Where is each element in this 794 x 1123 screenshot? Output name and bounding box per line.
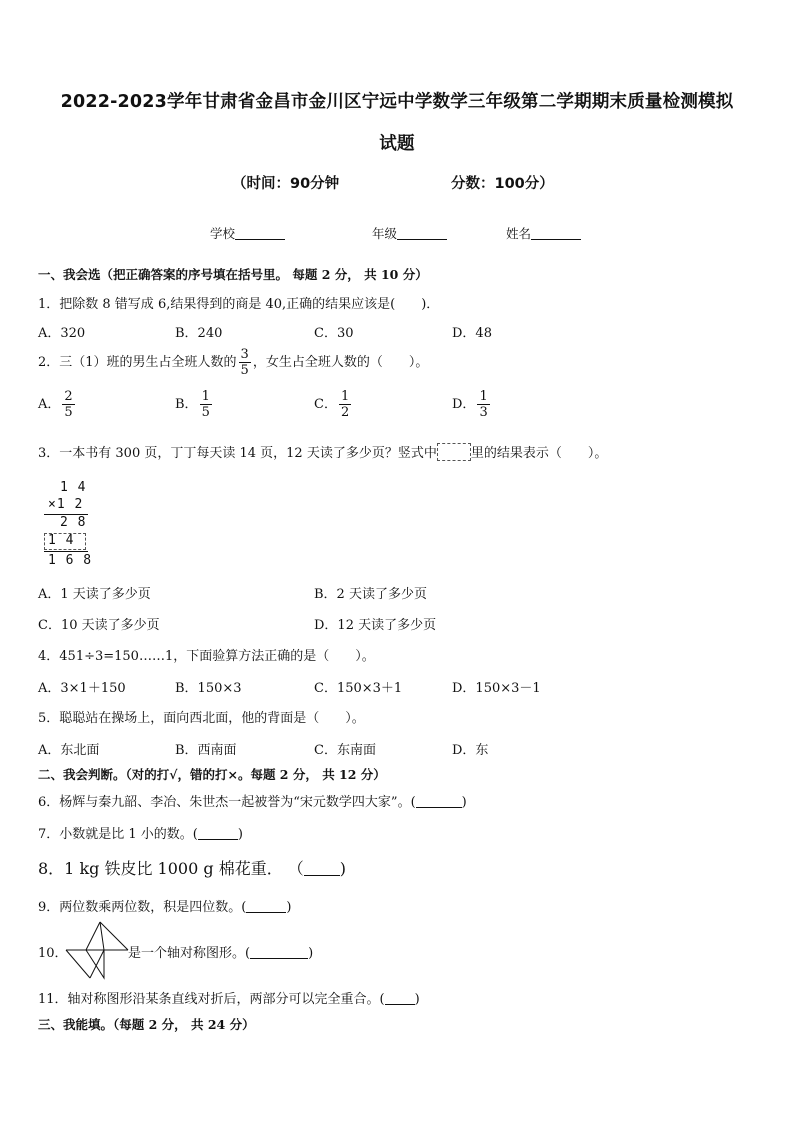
calc-divider xyxy=(44,551,88,552)
star-figure-icon xyxy=(64,920,130,982)
question-9: 9．两位数乘两位数，积是四位数。( ) xyxy=(38,900,292,915)
answer-blank[interactable] xyxy=(304,863,340,876)
calc-line-3: 2 8 xyxy=(60,515,87,530)
q2-option-c[interactable]: C． $\frac{1}{2}$ xyxy=(314,389,350,420)
q2-option-a[interactable]: A． $\frac{2}{5}$ xyxy=(38,389,73,420)
q4-option-a[interactable]: A．3×1＋150 xyxy=(38,681,126,696)
page-title-cont: 试题 xyxy=(379,134,415,154)
question-1: 1．把除数 8 错写成 6,结果得到的商是 40,正确的结果应该是( )． xyxy=(38,297,440,312)
name-field[interactable] xyxy=(506,224,581,242)
grade-field[interactable] xyxy=(372,224,447,242)
question-5: 5．聪聪站在操场上，面向西北面，他的背面是（ ）。 xyxy=(38,711,365,726)
q1-option-b[interactable]: B．240 xyxy=(175,326,223,341)
q5-option-b[interactable]: B．西南面 xyxy=(175,743,237,758)
score-label: 分数：100分） xyxy=(451,176,554,192)
dashed-box-icon xyxy=(437,443,471,461)
question-3: 3．一本书有 300 页，丁丁每天读 14 页，12 天读了多少页？竖式中 里的结果表示（ ）。 xyxy=(38,442,607,461)
answer-blank[interactable] xyxy=(385,992,415,1005)
answer-blank[interactable] xyxy=(198,827,238,840)
question-2: 2．三（1）班的男生占全班人数的 $\frac{3}{5}$ ，女生占全班人数的（ ）。 xyxy=(38,347,429,378)
q3-option-b[interactable]: B．2 天读了多少页 xyxy=(314,587,427,602)
question-11: 11．轴对称图形沿某条直线对折后，两部分可以完全重合。( ) xyxy=(38,992,420,1007)
school-field[interactable] xyxy=(210,224,285,242)
q5-option-a[interactable]: A．东北面 xyxy=(38,743,100,758)
answer-blank[interactable] xyxy=(250,946,308,959)
q3-option-c[interactable]: C．10 天读了多少页 xyxy=(38,618,160,633)
answer-blank[interactable] xyxy=(416,795,462,808)
section3-heading: 三、我能填。（每题 2 分， 共 24 分） xyxy=(38,1017,255,1032)
q1-option-a[interactable]: A．320 xyxy=(38,326,86,341)
q3-option-a[interactable]: A．1 天读了多少页 xyxy=(38,587,151,602)
school-label: 学校 xyxy=(210,226,236,241)
q4-option-d[interactable]: D．150×3－1 xyxy=(452,681,541,696)
question-7: 7．小数就是比 1 小的数。( ) xyxy=(38,827,243,842)
question-10: 是一个轴对称图形。( ) xyxy=(128,946,314,961)
page-title: 2022-2023学年甘肃省金昌市金川区宁远中学数学三年级第二学期期末质量检测模拟 xyxy=(60,92,734,112)
calc-line-5: 1 6 8 xyxy=(48,553,93,568)
answer-blank[interactable] xyxy=(246,900,286,913)
question-10-number: 10． xyxy=(38,946,68,961)
fraction: $\frac{3}{5}$ xyxy=(240,347,249,378)
q2-option-b[interactable]: B． $\frac{1}{5}$ xyxy=(175,389,210,420)
q1-option-c[interactable]: C．30 xyxy=(314,326,354,341)
grade-label: 年级 xyxy=(372,226,398,241)
time-label: （时间：90分钟 xyxy=(232,176,340,192)
q1-option-d[interactable]: D．48 xyxy=(452,326,492,341)
q5-option-c[interactable]: C．东南面 xyxy=(314,743,376,758)
calc-line-2: ×1 2 xyxy=(48,497,84,512)
question-8: 8．1 kg 铁皮比 1000 g 棉花重． （ ) xyxy=(38,859,347,878)
q4-option-c[interactable]: C．150×3＋1 xyxy=(314,681,403,696)
q4-option-b[interactable]: B．150×3 xyxy=(175,681,242,696)
q5-option-d[interactable]: D．东 xyxy=(452,743,489,758)
q2-option-d[interactable]: D． $\frac{1}{3}$ xyxy=(452,389,488,420)
calc-line-1: 1 4 xyxy=(60,480,87,495)
q3-option-d[interactable]: D．12 天读了多少页 xyxy=(314,618,437,633)
name-label: 姓名 xyxy=(506,226,532,241)
question-4: 4．451÷3=150……1，下面验算方法正确的是（ ）。 xyxy=(38,649,375,664)
section1-heading: 一、我会选（把正确答案的序号填在括号里。 每题 2 分， 共 10 分） xyxy=(38,267,428,282)
section2-heading: 二、我会判断。（对的打√，错的打×。每题 2 分， 共 12 分） xyxy=(38,767,386,782)
question-6: 6．杨辉与秦九韶、李冶、朱世杰一起被誉为“宋元数学四大家”。( ) xyxy=(38,795,467,810)
calc-line-4: 1 4 xyxy=(48,533,75,548)
